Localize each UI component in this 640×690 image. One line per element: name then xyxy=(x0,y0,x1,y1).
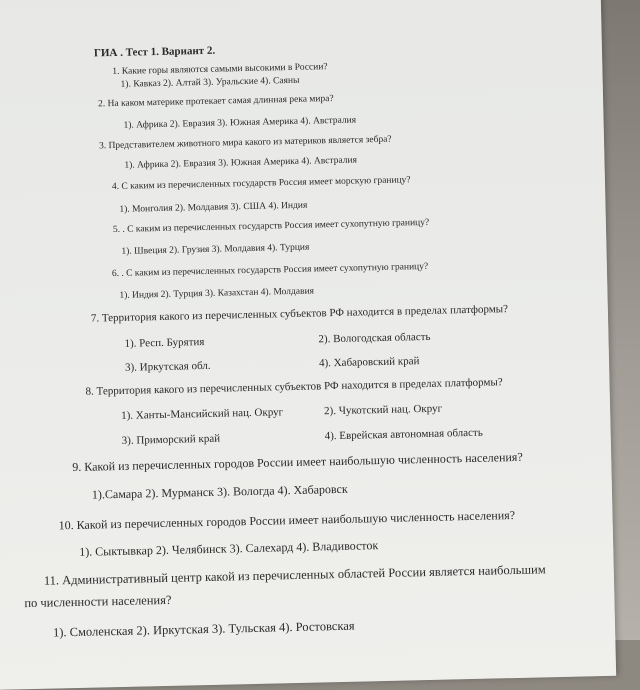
option-7-1: 1). Респ. Бурятия xyxy=(124,336,205,350)
answers-5: 1). Швеция 2). Грузия 3). Молдавия 4). Турция xyxy=(121,242,310,257)
question-9: 9. Какой из перечисленных городов России имеет наибольшую численность населения? xyxy=(72,449,523,475)
question-11: 11. Административный центр какой из перечисленных областей России является наибольшим xyxy=(43,562,546,588)
answers-10: 1). Сыктывкар 2). Челябинск 3). Салехард 4). Владивосток xyxy=(79,538,379,559)
question-2: 2. На каком материке протекает самая длинная река мира? xyxy=(97,94,334,110)
answers-3: 1). Африка 2). Евразия 3). Южная Америка 4). Австралия xyxy=(124,155,358,171)
test-title: ГИА . Тест 1. Вариант 2. xyxy=(93,44,216,60)
answers-11: 1). Смоленская 2). Иркутская 3). Тульская 4). Ростовская xyxy=(52,618,355,640)
question-10: 10. Какой из перечисленных городов России имеет наибольшую численность населения? xyxy=(58,508,516,533)
question-6: 6. . С каким из перечисленных государств Россия имеет сухопутную границу? xyxy=(111,261,429,280)
question-5: 5. . С каким из перечисленных государств Россия имеет сухопутную границу? xyxy=(112,217,430,236)
option-8-4: 4). Еврейская автономная область xyxy=(324,426,483,443)
option-7-2: 2). Вологодская область xyxy=(318,330,431,346)
option-8-1: 1). Ханты-Мансийский нац. Округ xyxy=(121,406,284,422)
answers-2: 1). Африка 2). Евразия 3). Южная Америка 4). Австралия xyxy=(123,115,357,131)
question-8: 8. Территория какого из перечисленных субъектов РФ находится в пределах платформы? xyxy=(85,376,503,398)
answers-9: 1).Самара 2). Мурманск 3). Вологда 4). Хабаровск xyxy=(91,481,348,502)
answers-4: 1). Монголия 2). Молдавия 3). США 4). Индия xyxy=(119,200,308,215)
question-7: 7. Территория какого из перечисленных субъектов РФ находится в пределах платформы? xyxy=(90,303,509,325)
question-3: 3. Представителем животного мира какого из материков является зебра? xyxy=(98,134,392,152)
question-11-cont: по численности населения? xyxy=(24,592,172,611)
answers-1: 1). Кавказ 2). Алтай 3). Уральские 4). Саяны xyxy=(120,75,300,90)
question-4: 4. С каким из перечисленных государств Россия имеет морскую границу? xyxy=(111,175,411,193)
answers-6: 1). Индия 2). Турция 3). Казахстан 4). Молдавия xyxy=(119,286,315,301)
option-7-3: 3). Иркутская обл. xyxy=(124,359,211,374)
question-1: 1. Какие горы являются самыми высокими в России? xyxy=(112,62,328,78)
option-8-3: 3). Приморский край xyxy=(121,432,221,447)
option-8-2: 2). Чукотский нац. Округ xyxy=(323,402,443,418)
option-7-4: 4). Хабаровский край xyxy=(318,355,420,370)
